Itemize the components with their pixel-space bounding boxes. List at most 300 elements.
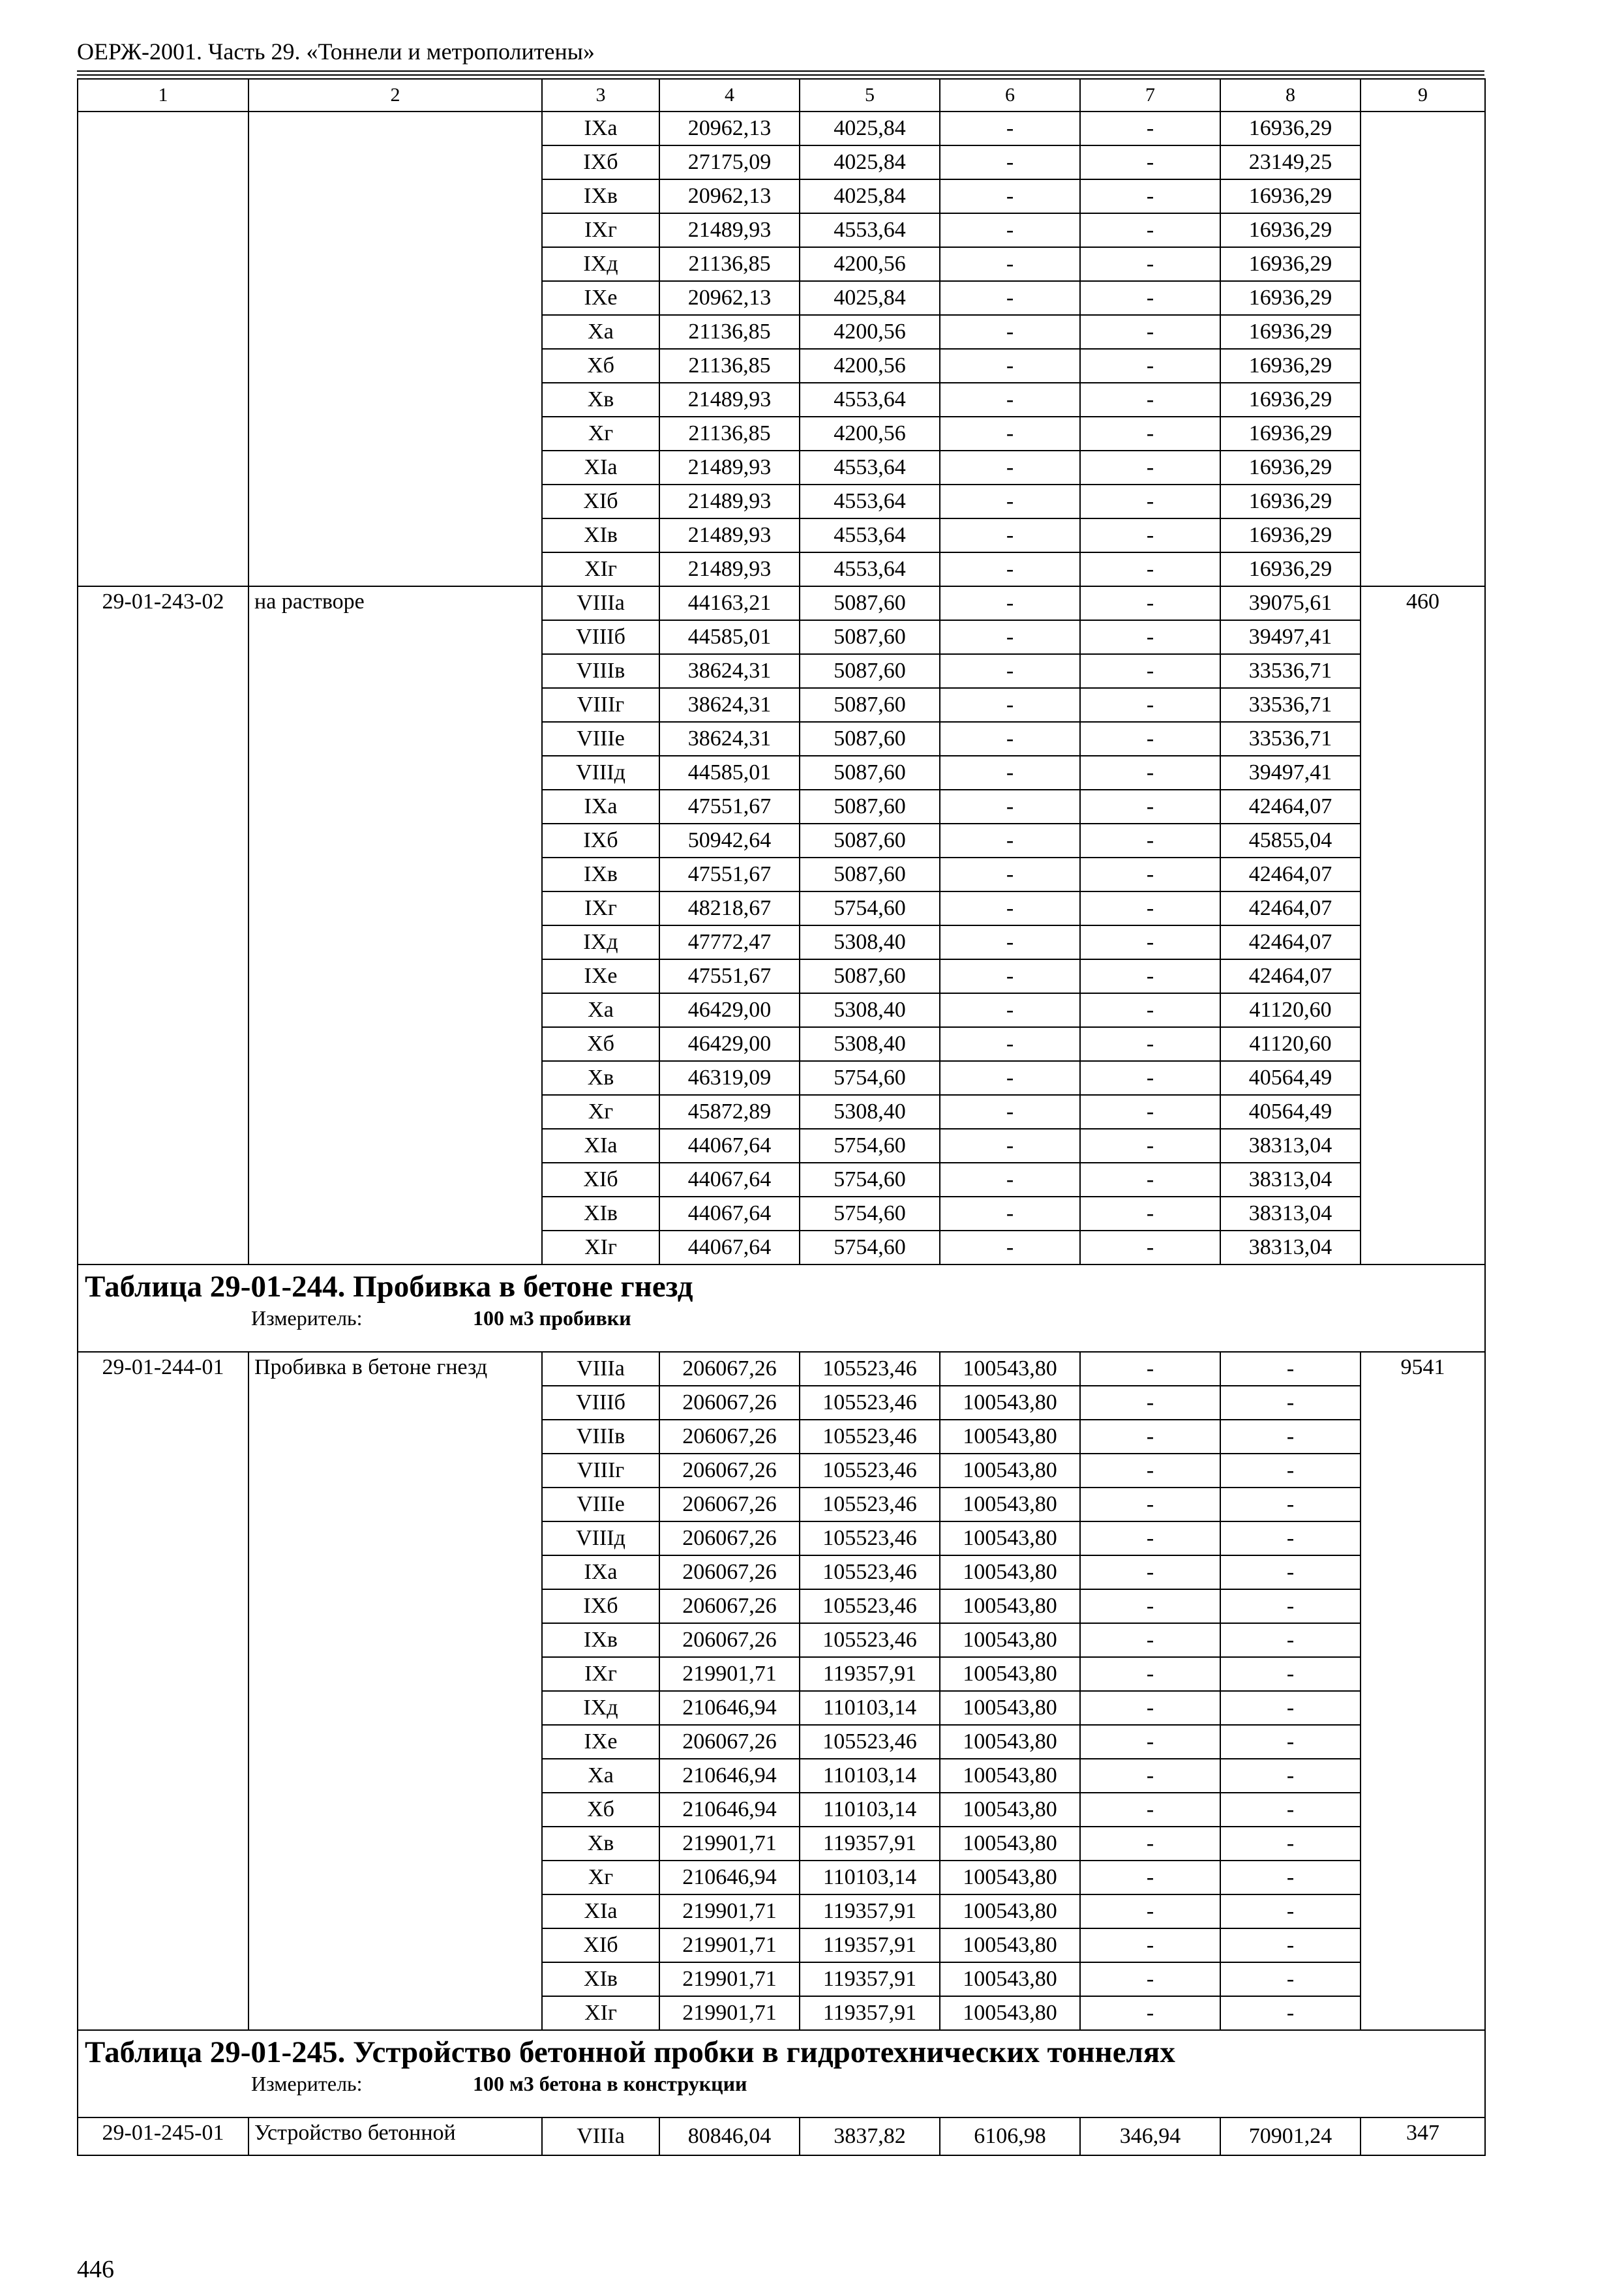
cell-col-5: 5754,60 (800, 1129, 940, 1163)
cell-col-8: 16936,29 (1220, 383, 1361, 417)
cell-col-8: 16936,29 (1220, 451, 1361, 485)
cell-col-4: 21136,85 (659, 315, 800, 349)
cell-col-5: 119357,91 (800, 1827, 940, 1861)
cell-col-3: IXд (542, 1691, 659, 1725)
cell-col-5: 4553,64 (800, 552, 940, 586)
cell-col-7: - (1080, 1521, 1220, 1555)
cell-col-3: IXг (542, 213, 659, 247)
cell-col-7: - (1080, 756, 1220, 790)
cell-col-4: 219901,71 (659, 1894, 800, 1928)
cell-col-5: 105523,46 (800, 1521, 940, 1555)
section-title: Таблица 29-01-244. Пробивка в бетоне гнезд (85, 1270, 693, 1304)
cell-col-4: 206067,26 (659, 1420, 800, 1454)
cell-col-3: IXб (542, 1589, 659, 1623)
cell-col-8: 38313,04 (1220, 1129, 1361, 1163)
cell-col-6: 100543,80 (940, 1928, 1080, 1962)
cell-col-4: 80846,04 (659, 2117, 800, 2155)
col9-value: 460 (1361, 586, 1485, 1264)
cell-col-3: Xа (542, 993, 659, 1027)
cell-col-4: 21489,93 (659, 552, 800, 586)
cell-col-4: 21489,93 (659, 383, 800, 417)
cell-col-4: 44067,64 (659, 1231, 800, 1264)
cell-col-3: XIв (542, 1962, 659, 1996)
cell-col-6: 100543,80 (940, 1894, 1080, 1928)
cell-col-8: 39497,41 (1220, 620, 1361, 654)
cell-col-7: - (1080, 959, 1220, 993)
cell-col-3: IXв (542, 858, 659, 891)
cell-col-4: 210646,94 (659, 1691, 800, 1725)
cell-col-8: 16936,29 (1220, 552, 1361, 586)
cell-col-7: - (1080, 1197, 1220, 1231)
cell-col-7: - (1080, 1928, 1220, 1962)
unit-value: 100 м3 бетона в конструкции (473, 2072, 747, 2095)
cell-col-6: 100543,80 (940, 1420, 1080, 1454)
cell-col-3: IXд (542, 925, 659, 959)
cell-col-8: 16936,29 (1220, 179, 1361, 213)
cell-col-3: Xб (542, 349, 659, 383)
cell-col-5: 119357,91 (800, 1928, 940, 1962)
cell-col-5: 4553,64 (800, 451, 940, 485)
cell-col-7: - (1080, 790, 1220, 824)
table-row (78, 1352, 1485, 1386)
column-number: 8 (1220, 79, 1361, 112)
section-title: Таблица 29-01-245. Устройство бетонной пробки в гидротехнических тоннелях (85, 2035, 1175, 2069)
cell-col-4: 47551,67 (659, 959, 800, 993)
cell-col-3: IXв (542, 179, 659, 213)
cell-col-6: - (940, 451, 1080, 485)
cell-col-6: 100543,80 (940, 1623, 1080, 1657)
cell-col-7: - (1080, 586, 1220, 620)
section-unit-line (85, 2073, 1484, 2094)
cell-col-5: 5754,60 (800, 1163, 940, 1197)
cell-col-8: - (1220, 1623, 1361, 1657)
cell-col-7: - (1080, 824, 1220, 858)
cell-col-4: 46429,00 (659, 993, 800, 1027)
cell-col-4: 21489,93 (659, 485, 800, 518)
cell-col-5: 119357,91 (800, 1962, 940, 1996)
cell-col-3: VIIIа (542, 1352, 659, 1386)
cell-col-8: - (1220, 1962, 1361, 1996)
cell-col-8: 39497,41 (1220, 756, 1361, 790)
cell-col-6: - (940, 247, 1080, 281)
cell-col-6: 100543,80 (940, 1657, 1080, 1691)
cell-col-8: - (1220, 1996, 1361, 2030)
cell-col-5: 4200,56 (800, 247, 940, 281)
cell-col-7: - (1080, 485, 1220, 518)
cell-col-8: 38313,04 (1220, 1163, 1361, 1197)
cell-col-7: - (1080, 383, 1220, 417)
cell-col-5: 105523,46 (800, 1420, 940, 1454)
cell-col-6: - (940, 790, 1080, 824)
cell-col-7: - (1080, 112, 1220, 145)
cell-col-8: - (1220, 1759, 1361, 1793)
cell-col-7: - (1080, 1231, 1220, 1264)
cell-col-6: - (940, 688, 1080, 722)
column-number: 2 (248, 79, 542, 112)
cell-col-6: - (940, 1095, 1080, 1129)
cell-col-5: 5087,60 (800, 824, 940, 858)
cell-col-5: 4200,56 (800, 417, 940, 451)
cell-col-5: 4025,84 (800, 112, 940, 145)
cell-col-4: 219901,71 (659, 1928, 800, 1962)
cell-col-4: 27175,09 (659, 145, 800, 179)
cell-col-4: 38624,31 (659, 688, 800, 722)
cell-col-4: 44585,01 (659, 620, 800, 654)
cell-col-6: - (940, 1061, 1080, 1095)
cell-col-6: 100543,80 (940, 1725, 1080, 1759)
table-section-header (78, 1264, 1485, 1352)
cell-col-8: 16936,29 (1220, 281, 1361, 315)
cell-col-8: - (1220, 1521, 1361, 1555)
cell-col-4: 45872,89 (659, 1095, 800, 1129)
cell-col-4: 206067,26 (659, 1488, 800, 1521)
cell-col-7: - (1080, 1657, 1220, 1691)
rates-table (77, 78, 1486, 2156)
cell-col-4: 46319,09 (659, 1061, 800, 1095)
cell-col-5: 5754,60 (800, 1197, 940, 1231)
cell-col-6: - (940, 959, 1080, 993)
column-number: 7 (1080, 79, 1220, 112)
cell-col-6: - (940, 112, 1080, 145)
cell-col-3: IXг (542, 891, 659, 925)
cell-col-5: 5754,60 (800, 1061, 940, 1095)
cell-col-5: 4200,56 (800, 315, 940, 349)
cell-col-3: VIIIд (542, 1521, 659, 1555)
cell-col-7: - (1080, 858, 1220, 891)
cell-col-3: XIа (542, 1894, 659, 1928)
cell-col-4: 21489,93 (659, 518, 800, 552)
cell-col-8: - (1220, 1725, 1361, 1759)
cell-col-8: 38313,04 (1220, 1231, 1361, 1264)
column-number: 5 (800, 79, 940, 112)
cell-col-3: XIг (542, 1996, 659, 2030)
cell-col-8: 42464,07 (1220, 959, 1361, 993)
cell-col-8: 45855,04 (1220, 824, 1361, 858)
cell-col-6: 100543,80 (940, 1759, 1080, 1793)
cell-col-4: 20962,13 (659, 179, 800, 213)
cell-col-5: 105523,46 (800, 1352, 940, 1386)
cell-col-8: - (1220, 1555, 1361, 1589)
cell-col-8: 40564,49 (1220, 1061, 1361, 1095)
cell-col-7: - (1080, 1386, 1220, 1420)
cell-col-7: - (1080, 1061, 1220, 1095)
cell-col-7: - (1080, 1454, 1220, 1488)
column-number: 6 (940, 79, 1080, 112)
cell-col-4: 20962,13 (659, 112, 800, 145)
cell-col-4: 44067,64 (659, 1197, 800, 1231)
cell-col-7: - (1080, 315, 1220, 349)
column-number: 3 (542, 79, 659, 112)
cell-col-6: 100543,80 (940, 1793, 1080, 1827)
cell-col-3: XIв (542, 518, 659, 552)
cell-col-5: 4553,64 (800, 518, 940, 552)
cell-col-8: - (1220, 1420, 1361, 1454)
cell-col-3: Xа (542, 315, 659, 349)
cell-col-7: - (1080, 417, 1220, 451)
cell-col-4: 219901,71 (659, 1962, 800, 1996)
cell-col-4: 219901,71 (659, 1996, 800, 2030)
cell-col-3: IXе (542, 1725, 659, 1759)
cell-col-4: 21489,93 (659, 451, 800, 485)
col9-value: 9541 (1361, 1352, 1485, 2030)
cell-col-4: 206067,26 (659, 1725, 800, 1759)
header-rule (77, 70, 1484, 72)
header-rule (77, 74, 1484, 76)
col9-value: 347 (1361, 2117, 1485, 2155)
cell-col-8: - (1220, 1827, 1361, 1861)
cell-col-3: IXе (542, 959, 659, 993)
cell-col-4: 206067,26 (659, 1555, 800, 1589)
cell-col-5: 4553,64 (800, 485, 940, 518)
cell-col-8: - (1220, 1894, 1361, 1928)
cell-col-7: - (1080, 1793, 1220, 1827)
cell-col-7: - (1080, 654, 1220, 688)
cell-col-8: 16936,29 (1220, 315, 1361, 349)
cell-col-4: 206067,26 (659, 1521, 800, 1555)
cell-col-8: 16936,29 (1220, 485, 1361, 518)
table-section-row (78, 1264, 1485, 1352)
column-number: 9 (1361, 79, 1485, 112)
cell-col-8: - (1220, 1691, 1361, 1725)
cell-col-8: 39075,61 (1220, 586, 1361, 620)
cell-col-7: - (1080, 518, 1220, 552)
cell-col-8: 33536,71 (1220, 654, 1361, 688)
cell-col-5: 5754,60 (800, 891, 940, 925)
cell-col-4: 210646,94 (659, 1861, 800, 1894)
rate-code (78, 112, 248, 586)
rate-code: 29-01-244-01 (78, 1352, 248, 2030)
cell-col-5: 119357,91 (800, 1894, 940, 1928)
cell-col-7: - (1080, 1962, 1220, 1996)
table-section-header (78, 2030, 1485, 2117)
cell-col-7: - (1080, 688, 1220, 722)
cell-col-5: 119357,91 (800, 1996, 940, 2030)
cell-col-5: 4025,84 (800, 145, 940, 179)
cell-col-7: - (1080, 1894, 1220, 1928)
cell-col-7: - (1080, 145, 1220, 179)
cell-col-7: - (1080, 620, 1220, 654)
unit-label: Измеритель: (251, 2072, 363, 2095)
cell-col-8: - (1220, 1861, 1361, 1894)
cell-col-5: 110103,14 (800, 1793, 940, 1827)
cell-col-6: - (940, 891, 1080, 925)
column-number-row (78, 79, 1485, 112)
cell-col-7: - (1080, 451, 1220, 485)
cell-col-3: VIIIб (542, 1386, 659, 1420)
cell-col-3: VIIIв (542, 1420, 659, 1454)
rate-name: Пробивка в бетоне гнезд (248, 1352, 542, 2030)
cell-col-8: - (1220, 1589, 1361, 1623)
cell-col-8: 40564,49 (1220, 1095, 1361, 1129)
cell-col-4: 47772,47 (659, 925, 800, 959)
cell-col-4: 44163,21 (659, 586, 800, 620)
cell-col-3: Xб (542, 1793, 659, 1827)
cell-col-4: 210646,94 (659, 1793, 800, 1827)
cell-col-8: 16936,29 (1220, 518, 1361, 552)
cell-col-6: - (940, 383, 1080, 417)
cell-col-6: 100543,80 (940, 1386, 1080, 1420)
cell-col-7: - (1080, 349, 1220, 383)
cell-col-5: 5754,60 (800, 1231, 940, 1264)
cell-col-7: - (1080, 1589, 1220, 1623)
cell-col-7: - (1080, 552, 1220, 586)
cell-col-6: - (940, 824, 1080, 858)
cell-col-3: XIг (542, 1231, 659, 1264)
cell-col-7: - (1080, 1488, 1220, 1521)
cell-col-8: 33536,71 (1220, 722, 1361, 756)
page-header: ОЕРЖ-2001. Часть 29. «Тоннели и метрополитены» (77, 38, 595, 65)
cell-col-5: 105523,46 (800, 1488, 940, 1521)
cell-col-4: 206067,26 (659, 1454, 800, 1488)
page-number: 446 (77, 2256, 114, 2283)
cell-col-5: 5087,60 (800, 722, 940, 756)
cell-col-3: VIIIб (542, 620, 659, 654)
cell-col-3: XIв (542, 1197, 659, 1231)
section-unit-line (85, 1308, 1484, 1328)
cell-col-6: - (940, 552, 1080, 586)
cell-col-3: VIIIе (542, 722, 659, 756)
cell-col-8: 42464,07 (1220, 891, 1361, 925)
cell-col-4: 48218,67 (659, 891, 800, 925)
cell-col-8: 16936,29 (1220, 349, 1361, 383)
cell-col-5: 105523,46 (800, 1589, 940, 1623)
cell-col-8: - (1220, 1793, 1361, 1827)
cell-col-3: Xг (542, 1861, 659, 1894)
cell-col-5: 5087,60 (800, 688, 940, 722)
cell-col-8: 33536,71 (1220, 688, 1361, 722)
cell-col-7: - (1080, 722, 1220, 756)
rate-code: 29-01-243-02 (78, 586, 248, 1264)
cell-col-6: 100543,80 (940, 1589, 1080, 1623)
cell-col-6: 100543,80 (940, 1488, 1080, 1521)
cell-col-6: - (940, 349, 1080, 383)
cell-col-8: - (1220, 1657, 1361, 1691)
cell-col-3: IXд (542, 247, 659, 281)
cell-col-5: 5087,60 (800, 756, 940, 790)
cell-col-6: 100543,80 (940, 1521, 1080, 1555)
cell-col-5: 5087,60 (800, 620, 940, 654)
cell-col-5: 5087,60 (800, 858, 940, 891)
cell-col-6: 100543,80 (940, 1352, 1080, 1386)
rate-code: 29-01-245-01 (78, 2117, 248, 2155)
cell-col-8: - (1220, 1454, 1361, 1488)
cell-col-4: 47551,67 (659, 858, 800, 891)
cell-col-4: 50942,64 (659, 824, 800, 858)
cell-col-7: - (1080, 1623, 1220, 1657)
cell-col-5: 4553,64 (800, 213, 940, 247)
cell-col-6: 6106,98 (940, 2117, 1080, 2155)
cell-col-8: 16936,29 (1220, 112, 1361, 145)
col9-value (1361, 112, 1485, 586)
cell-col-6: - (940, 1163, 1080, 1197)
cell-col-7: - (1080, 1027, 1220, 1061)
cell-col-7: - (1080, 1555, 1220, 1589)
cell-col-4: 44585,01 (659, 756, 800, 790)
cell-col-5: 3837,82 (800, 2117, 940, 2155)
cell-col-5: 105523,46 (800, 1454, 940, 1488)
cell-col-4: 21136,85 (659, 247, 800, 281)
cell-col-6: - (940, 1231, 1080, 1264)
cell-col-8: 41120,60 (1220, 993, 1361, 1027)
cell-col-6: - (940, 620, 1080, 654)
cell-col-7: - (1080, 1861, 1220, 1894)
cell-col-4: 206067,26 (659, 1386, 800, 1420)
cell-col-5: 4025,84 (800, 281, 940, 315)
cell-col-7: - (1080, 1759, 1220, 1793)
cell-col-7: 346,94 (1080, 2117, 1220, 2155)
cell-col-7: - (1080, 1352, 1220, 1386)
cell-col-7: - (1080, 179, 1220, 213)
cell-col-5: 110103,14 (800, 1861, 940, 1894)
cell-col-6: 100543,80 (940, 1962, 1080, 1996)
cell-col-6: 100543,80 (940, 1827, 1080, 1861)
cell-col-6: - (940, 925, 1080, 959)
cell-col-6: - (940, 858, 1080, 891)
cell-col-3: IXб (542, 824, 659, 858)
cell-col-3: XIб (542, 485, 659, 518)
cell-col-7: - (1080, 1420, 1220, 1454)
cell-col-5: 110103,14 (800, 1691, 940, 1725)
cell-col-7: - (1080, 213, 1220, 247)
cell-col-3: VIIIа (542, 586, 659, 620)
cell-col-3: VIIIг (542, 1454, 659, 1488)
cell-col-5: 5087,60 (800, 790, 940, 824)
cell-col-6: - (940, 1027, 1080, 1061)
cell-col-3: XIа (542, 1129, 659, 1163)
cell-col-4: 20962,13 (659, 281, 800, 315)
cell-col-4: 206067,26 (659, 1623, 800, 1657)
cell-col-6: - (940, 315, 1080, 349)
cell-col-7: - (1080, 1827, 1220, 1861)
cell-col-4: 21489,93 (659, 213, 800, 247)
cell-col-3: IXв (542, 1623, 659, 1657)
table-row (78, 586, 1485, 620)
cell-col-5: 4025,84 (800, 179, 940, 213)
cell-col-5: 5308,40 (800, 993, 940, 1027)
cell-col-6: 100543,80 (940, 1691, 1080, 1725)
rate-name (248, 112, 542, 586)
cell-col-7: - (1080, 1095, 1220, 1129)
rate-name: на растворе (248, 586, 542, 1264)
cell-col-5: 4200,56 (800, 349, 940, 383)
cell-col-5: 119357,91 (800, 1657, 940, 1691)
cell-col-6: 100543,80 (940, 1996, 1080, 2030)
cell-col-3: IXа (542, 1555, 659, 1589)
cell-col-6: 100543,80 (940, 1861, 1080, 1894)
cell-col-6: - (940, 518, 1080, 552)
cell-col-3: XIг (542, 552, 659, 586)
cell-col-4: 219901,71 (659, 1827, 800, 1861)
cell-col-3: IXа (542, 112, 659, 145)
cell-col-5: 5087,60 (800, 654, 940, 688)
cell-col-3: VIIIа (542, 2117, 659, 2155)
cell-col-3: Xг (542, 1095, 659, 1129)
cell-col-3: Xб (542, 1027, 659, 1061)
cell-col-5: 105523,46 (800, 1555, 940, 1589)
cell-col-3: IXг (542, 1657, 659, 1691)
cell-col-6: - (940, 722, 1080, 756)
cell-col-4: 21136,85 (659, 417, 800, 451)
cell-col-6: 100543,80 (940, 1555, 1080, 1589)
cell-col-7: - (1080, 1996, 1220, 2030)
cell-col-7: - (1080, 993, 1220, 1027)
cell-col-3: XIб (542, 1163, 659, 1197)
cell-col-7: - (1080, 925, 1220, 959)
cell-col-7: - (1080, 1691, 1220, 1725)
cell-col-6: - (940, 485, 1080, 518)
cell-col-8: 23149,25 (1220, 145, 1361, 179)
unit-value: 100 м3 пробивки (473, 1306, 631, 1330)
